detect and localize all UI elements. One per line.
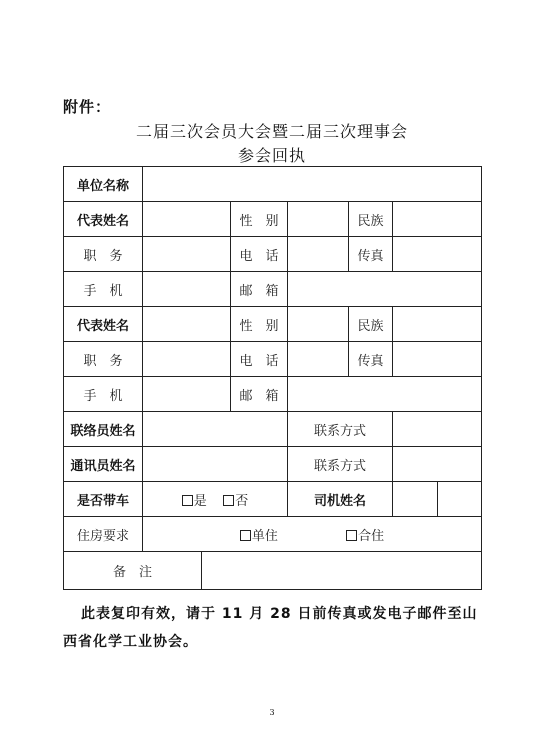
rep2-ethnicity-label: 民族 — [349, 307, 393, 342]
car-label: 是否带车 — [64, 482, 143, 517]
rep1-position-field[interactable] — [143, 237, 231, 272]
liaison-name-field[interactable] — [143, 412, 288, 447]
rep2-gender-label: 性 别 — [231, 307, 288, 342]
lodging-single-option[interactable] — [240, 529, 278, 544]
document-subtitle: 参会回执 — [237, 146, 306, 165]
liaison-name-label: 联络员姓名 — [64, 412, 143, 447]
rep2-position-field[interactable] — [143, 342, 231, 377]
correspondent-name-label: 通讯员姓名 — [64, 447, 143, 482]
lodging-shared-label: 合住 — [358, 528, 385, 544]
correspondent-name-field[interactable] — [143, 447, 288, 482]
rep2-phone-field[interactable] — [288, 342, 349, 377]
rep1-phone-label: 电 话 — [231, 237, 288, 272]
liaison-contact-field[interactable] — [393, 412, 482, 447]
car-yes-label: 是 — [193, 493, 207, 509]
table-row-lodging — [64, 517, 482, 552]
table-row-remarks — [64, 552, 482, 590]
rep1-ethnicity-field[interactable] — [393, 202, 482, 237]
rep2-phone-label: 电 话 — [231, 342, 288, 377]
lodging-shared-option[interactable] — [346, 529, 384, 544]
rep2-fax-field[interactable] — [393, 342, 482, 377]
driver-name-label: 司机姓名 — [288, 482, 393, 517]
table-row-rep2-position — [64, 342, 482, 377]
table-row-car — [64, 482, 482, 517]
rep1-name-field[interactable] — [143, 202, 231, 237]
rep2-fax-label: 传真 — [349, 342, 393, 377]
rep2-gender-field[interactable] — [288, 307, 349, 342]
remarks-field[interactable] — [202, 552, 482, 590]
rep1-fax-field[interactable] — [393, 237, 482, 272]
rep2-email-label: 邮 箱 — [231, 377, 288, 412]
table-row-rep2-mobile — [64, 377, 482, 412]
rep2-email-field[interactable] — [288, 377, 482, 412]
rep1-name-label: 代表姓名 — [64, 202, 143, 237]
document-title: 二届三次会员大会暨二届三次理事会 — [135, 122, 408, 141]
liaison-contact-label: 联系方式 — [288, 412, 393, 447]
rep1-phone-field[interactable] — [288, 237, 349, 272]
rep2-name-field[interactable] — [143, 307, 231, 342]
checkbox-icon[interactable] — [182, 495, 193, 506]
driver-name-field-extra[interactable] — [438, 482, 482, 517]
correspondent-contact-label: 联系方式 — [288, 447, 393, 482]
rep2-name-label: 代表姓名 — [64, 307, 143, 342]
table-row-rep1-name — [64, 202, 482, 237]
unit-name-field[interactable] — [143, 167, 482, 202]
rep1-mobile-field[interactable] — [143, 272, 231, 307]
rep1-email-label: 邮 箱 — [231, 272, 288, 307]
lodging-options — [143, 517, 482, 552]
rep1-gender-field[interactable] — [288, 202, 349, 237]
driver-name-field[interactable] — [393, 482, 438, 517]
table-row-unit — [64, 167, 482, 202]
rep2-mobile-field[interactable] — [143, 377, 231, 412]
rep2-ethnicity-field[interactable] — [393, 307, 482, 342]
table-row-liaison — [64, 412, 482, 447]
car-no-label: 否 — [235, 493, 249, 509]
lodging-label: 住房要求 — [64, 517, 143, 552]
attachment-label: 附件： — [63, 98, 112, 116]
table-row-correspondent — [64, 447, 482, 482]
car-options — [143, 482, 288, 517]
car-yes-option[interactable] — [182, 494, 207, 509]
table-row-rep1-position — [64, 237, 482, 272]
rep1-ethnicity-label: 民族 — [349, 202, 393, 237]
remarks-label: 备 注 — [64, 552, 202, 590]
rep1-position-label: 职 务 — [64, 237, 143, 272]
table-row-rep1-mobile — [64, 272, 482, 307]
car-no-option[interactable] — [223, 494, 248, 509]
rep1-fax-label: 传真 — [349, 237, 393, 272]
rep1-email-field[interactable] — [288, 272, 482, 307]
rep2-position-label: 职 务 — [64, 342, 143, 377]
registration-form-table — [63, 166, 482, 590]
checkbox-icon[interactable] — [346, 530, 357, 541]
page-number: 3 — [269, 708, 275, 717]
rep2-mobile-label: 手 机 — [64, 377, 143, 412]
rep1-mobile-label: 手 机 — [64, 272, 143, 307]
checkbox-icon[interactable] — [240, 530, 251, 541]
unit-name-label: 单位名称 — [64, 167, 143, 202]
table-row-rep2-name — [64, 307, 482, 342]
checkbox-icon[interactable] — [223, 495, 234, 506]
lodging-single-label: 单住 — [251, 528, 278, 544]
correspondent-contact-field[interactable] — [393, 447, 482, 482]
rep1-gender-label: 性 别 — [231, 202, 288, 237]
submission-note: 此表复印有效，请于 11 月 28 日前传真或发电子邮件至山西省化学工业协会。 — [63, 606, 478, 650]
